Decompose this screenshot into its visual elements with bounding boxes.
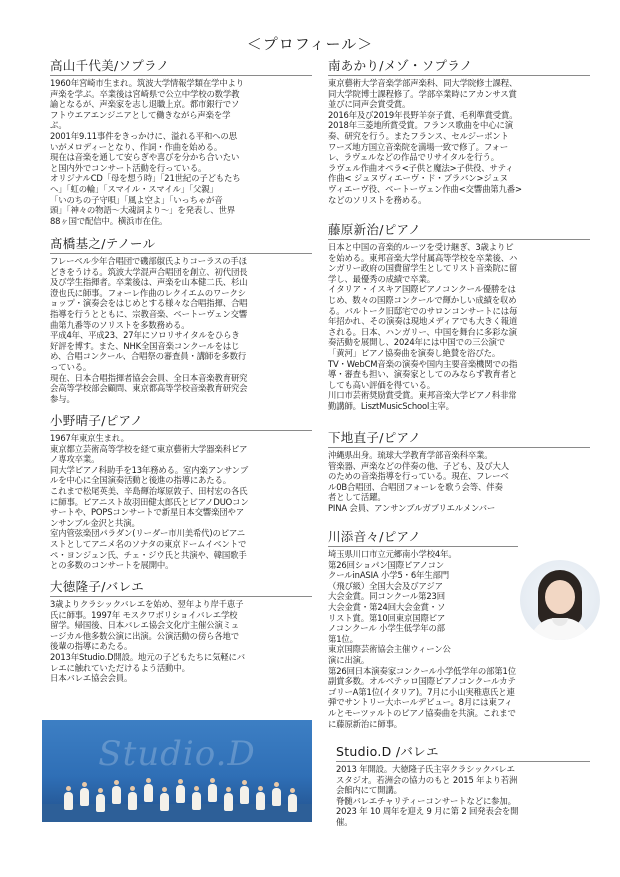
profile-line: ワーズ地方国立音楽院を満場一致で修了。フォー xyxy=(328,141,509,152)
profile-line: 1960年宮崎市生まれ。筑波大学情報学類在学中より xyxy=(50,78,244,88)
profile-line: 「いのちの子守唄」「風よ空よ」「いっちゃが音 xyxy=(50,194,223,205)
profile-line: 2013年Studio.D開設。地元の子どもたちに気軽にバ xyxy=(50,651,245,662)
profile-line: 東京都立芸術高等学校を経て東京藝術大学器楽科ピア xyxy=(50,443,248,454)
profile-line: 者として活躍。 xyxy=(328,492,386,503)
profile-line: 頭」「神々の物語～大魂詞より～」を発表し、世界 xyxy=(50,205,235,216)
dancer-figure xyxy=(208,784,217,802)
profile-line: 同大学ピアノ科助手を13年務める。室内楽アンサンブ xyxy=(50,464,249,475)
profile-line: 演に出演。 xyxy=(328,654,370,665)
dancer-figure xyxy=(160,793,169,811)
profile-fujiwara xyxy=(328,220,590,412)
profile-line: と国内外でコンサート活動を行っている。 xyxy=(50,162,207,173)
profile-line: PINA 会員、アンサンブルガブリエルメンバー xyxy=(328,502,496,513)
profile-line: 大会金賞・第24回大会金賞・ソ xyxy=(328,601,446,612)
profile-line: じめ、数々の国際コンクールで輝かしい成績を収め xyxy=(328,294,517,305)
profile-line: 勤講師。LisztMusicSchool主宰。 xyxy=(328,400,454,411)
profile-name: 下地直子/ピアノ xyxy=(328,428,590,448)
profile-line: オリジナルCD「母を想う時」「21世紀の子どもたち xyxy=(50,173,241,184)
profile-name: 高山千代美/ソプラノ xyxy=(50,56,312,76)
dancer-figure xyxy=(128,792,137,810)
profile-line: 及び学生指揮者。卒業後は、声楽を山本健二氏、杉山 xyxy=(50,277,248,288)
profile-daitoku xyxy=(50,577,312,684)
profile-body xyxy=(50,599,312,684)
profile-line: ンサンブル金沢と共演。 xyxy=(50,517,140,528)
dancer-figure xyxy=(240,786,249,804)
profile-line: 氏に師事。1997年 モスクワボリショイバレエ学校 xyxy=(50,609,238,620)
profile-line: イタリア・イスキア国際ピアノコンクール優勝をは xyxy=(328,284,516,295)
profile-line: 指導を行うとともに、宗教音楽、ベートーヴェン交響 xyxy=(50,308,248,319)
profile-line: ゴリーA第1位(イタリア)。7月に小山実稚恵氏と連 xyxy=(328,686,515,697)
profile-line: 2023 年 10 周年を迎え 9 月に第 2 回発表会を開 xyxy=(336,806,519,817)
profile-line: ラヴェル作曲オペラ<子供と魔法>子供役、サティ xyxy=(328,162,514,173)
profile-line: ルとモーツァルトのピアノ協奏曲を共演。これまで xyxy=(328,707,516,718)
profile-line: TV・WebCM音楽の演奏や国内主要音楽機関での指 xyxy=(328,358,518,369)
profile-line: サートや、POPSコンサートで新星日本交響楽団やア xyxy=(50,507,244,518)
profile-line: いがメロディーとなり、作詞・作曲を始める。 xyxy=(50,141,223,152)
profile-line: 年招かれ、その演奏は現地メディアでも大きく報道 xyxy=(328,316,518,327)
profile-name: 髙橋基之/テノール xyxy=(50,234,312,254)
portrait-face xyxy=(545,580,575,614)
profile-line: を始める。東邦音楽大学付属高等学校を卒業後、ハ xyxy=(328,252,518,263)
profile-line: などのソリストを務める。 xyxy=(328,194,427,205)
profile-takahashi xyxy=(50,234,312,404)
dancer-figure xyxy=(64,792,73,810)
profile-line: のための音楽指導を行っている。現在、フレーベ xyxy=(328,471,509,482)
profile-line: 曲第九番等のソリストを多数務める。 xyxy=(50,319,190,330)
profile-ono xyxy=(50,411,312,571)
profile-line: 導・審査も担い、演奏家としてのみならず教育者と xyxy=(328,369,518,380)
profile-line: ージカル他多数公演に出演。公演活動の傍ら各地で xyxy=(50,630,240,641)
profile-line: ルを中心に全国演奏活動と後進の指導にあたる。 xyxy=(50,475,231,486)
profile-line: 第26回ショパン国際ピアノコン xyxy=(328,559,445,570)
profile-line: 平成4年、平成23、27年にソロリサイタルをひらき xyxy=(50,330,240,341)
profile-line: フトウエアエンジニアとして働きながら声楽を学 xyxy=(50,109,231,120)
profile-line: リスト賞。第10回東京国際ピア xyxy=(328,612,446,623)
dancer-figure xyxy=(112,786,121,804)
profile-name: 藤原新治/ピアノ xyxy=(328,220,590,240)
profile-body xyxy=(328,450,590,514)
profile-line: 2016年及び2019年長野羊奈子賞、毛利準賞受賞。 xyxy=(328,109,518,120)
profile-line: 声楽を学ぶ。卒業後は宮崎県で公立中学校の数学教 xyxy=(50,88,240,99)
profile-name: 南あかり/メゾ・ソプラノ xyxy=(328,56,590,76)
profile-line: レエに触れていただけるよう活動中。 xyxy=(50,662,190,673)
profile-line: 第1位。 xyxy=(328,633,358,644)
photo-watermark: Studio.D xyxy=(98,734,256,774)
profile-line: ストとしてアニメ名のソナタの東京ドームイベントで xyxy=(50,538,247,549)
profile-line: ンガリー政府の国費留学生としてリスト音楽院に留 xyxy=(328,263,518,274)
dancer-figure xyxy=(272,788,281,806)
profile-line: 同大学院博士課程修了。学部卒業時にアカンサス賞 xyxy=(328,88,517,99)
profile-name: 川添音々/ピアノ xyxy=(328,527,518,547)
profile-line: ペ・ヨンジュン氏、チェ・ジウ氏と共演や、韓国歌手 xyxy=(50,549,247,560)
profile-line: これまで松尾英美、辛島輝治塚原敦子、田村宏の各氏 xyxy=(50,485,248,496)
stage-floor xyxy=(42,804,312,822)
profile-line: 室内管弦楽団パラダン(リーダー市川美希代)のピアニ xyxy=(50,528,245,539)
profile-line: フレーベル少年合唱団で磯部俶氏よりコーラスの手ほ xyxy=(50,256,247,266)
dancer-figure xyxy=(288,794,297,812)
page-title: ＜プロフィール＞ xyxy=(246,35,374,53)
profile-line: 奏、研究を行う。またフランス、セルジーポント xyxy=(328,130,509,141)
profile-line: ル0B合唱団、合唱団フォーレを歌う会等、伴奏 xyxy=(328,481,503,492)
profile-line: 日本と中国の音楽的ルーツを受け継ぎ、3歳よりピ xyxy=(328,242,514,252)
profile-line: に藤原新治に師事。 xyxy=(328,718,403,729)
profile-name: Studio.D /バレエ xyxy=(336,742,590,762)
profile-line: 会高等学校部会顧問、東京都高等学校音楽教育研究会 xyxy=(50,383,248,394)
profile-body xyxy=(328,242,590,412)
dancer-figure xyxy=(192,792,201,810)
profile-line: 埼玉県川口市立元郷南小学校4年。 xyxy=(328,549,457,559)
profile-line: っている。 xyxy=(50,361,92,372)
profile-line: 催。 xyxy=(336,816,353,827)
profile-line: クールinASIA 小学5・6年生部門 xyxy=(328,570,449,581)
profile-line: 大会金賞。同コンクール第23回 xyxy=(328,591,445,602)
profile-body xyxy=(336,764,590,828)
ballet-photo xyxy=(42,720,312,822)
dancer-figure xyxy=(96,794,105,812)
profile-line: 弾でサントリー大ホールデビュー。8月には東フィ xyxy=(328,697,513,708)
profile-line: レ、ラヴェルなどの作品でリサイタルを行う。 xyxy=(328,152,499,163)
profile-line: ヴィエーヴ役、ベートーヴェン作曲<交響曲第九番> xyxy=(328,183,522,194)
profile-line: 作曲< ジュヌヴィエーヴ・ド・ブラバン>ジュヌ xyxy=(328,173,508,184)
profile-line: 現在、日本合唱指揮者協会会員、全日本音楽教育研究 xyxy=(50,372,248,383)
profile-line: 川口市芸術奨励賞受賞。東邦音楽大学ピアノ科非常 xyxy=(328,390,517,401)
profile-body xyxy=(50,256,312,404)
profile-line: 2013 年開設。大徳隆子氏主宰クラシックバレエ xyxy=(336,764,515,774)
profile-line: 好評を博す。また、NHK全国音楽コンクールをはじ xyxy=(50,340,240,351)
profile-line: 後輩の指導にあたる。 xyxy=(50,641,133,652)
dancer-figure xyxy=(224,793,233,811)
profile-line: 並びに同声会賞受賞。 xyxy=(328,99,411,110)
profile-line: どきをうける。筑波大学混声合唱団を創立、初代団長 xyxy=(50,266,248,277)
profile-line: 副賞多数。オルベテッロ国際ピアノコンクールカテ xyxy=(328,676,516,687)
profile-line: （飛び級）全国大会及びアジア xyxy=(328,580,443,591)
profile-line: ノコンクール 小学生低学年の部 xyxy=(328,623,445,634)
profile-body xyxy=(50,433,312,571)
profile-line: 諭となるが、声楽家を志し退職上京。都市銀行でソ xyxy=(50,99,240,110)
profile-line: 「黄河」ピアノ協奏曲を演奏し絶賛を浴びた。 xyxy=(328,347,501,358)
profile-line: 日本バレエ協会会員。 xyxy=(50,673,133,684)
profile-line: 東京藝術大学音楽学部声楽科、同大学院修士課程、 xyxy=(328,78,518,88)
profile-line: 澄也氏に師事。フォーレ作曲のレクイエムのワークシ xyxy=(50,287,246,298)
profile-line: る。バルトーク旧邸宅でのサロンコンサートには毎 xyxy=(328,305,518,316)
profile-name: 大徳隆子/バレエ xyxy=(50,577,312,597)
dancer-figure xyxy=(256,792,265,810)
profile-line: 東京国際芸術協会主催ウィーン公 xyxy=(328,644,451,655)
profile-line: め、合唱コンクール、合唱祭の審査員・講師を多数行 xyxy=(50,351,247,362)
profile-name: 小野晴子/ピアノ xyxy=(50,411,312,431)
profile-line: 学し、最優秀の成績で卒業。 xyxy=(328,273,435,284)
profile-line: 管楽器、声楽などの伴奏の他、子ども、及び大人 xyxy=(328,460,509,471)
profile-line: との多数のコンサートを展開中。 xyxy=(50,560,174,571)
profile-line: 1967年東京生まれ。 xyxy=(50,433,129,443)
profile-line: 脊髄バレエチャリティーコンサートなどに参加。 xyxy=(336,795,516,806)
profile-line: 88ヶ国で配信中。横浜市在住。 xyxy=(50,215,168,226)
profile-line: 2018年三菱地所賞受賞。フランス歌曲を中心に演 xyxy=(328,120,513,131)
profile-line: 現在は音楽を通して安らぎや喜びを分かち合いたい xyxy=(50,152,240,163)
profile-line: 会館内にて開講。 xyxy=(336,785,402,796)
profile-shimoji xyxy=(328,428,590,514)
profile-line: スタジオ。若洲会の協力のもと 2015 年より若洲 xyxy=(336,774,518,785)
profile-line: 参与。 xyxy=(50,393,75,404)
profile-line: に師事。ピアニスト故羽田健太郎氏とピアノDUOコン xyxy=(50,496,249,507)
kawazoe-portrait-photo xyxy=(520,560,600,640)
profile-line: しても高い評価を得ている。 xyxy=(328,379,435,390)
profile-line: 2001年9.11事件をきっかけに、溢れる平和への思 xyxy=(50,130,237,141)
profile-line: 留学。帰国後、日本バレエ協会文化庁主催公演ミュ xyxy=(50,620,240,631)
profile-body xyxy=(328,78,590,205)
profile-studio-d xyxy=(336,742,590,828)
profile-line: 第26回日本演奏家コンクール小学低学年の部第1位 xyxy=(328,665,516,676)
profile-line: ぶ。 xyxy=(50,120,67,131)
profile-line: 3歳よりクラシックバレエを始め、翌年より岸千恵子 xyxy=(50,599,244,609)
dancer-figure xyxy=(80,788,89,806)
profile-line: 沖縄県出身。琉球大学教育学部音楽科卒業。 xyxy=(328,450,493,460)
profile-takayama xyxy=(50,56,312,226)
profile-line: される。日本、ハンガリー、中国を舞台に多彩な演 xyxy=(328,326,517,337)
dancer-figure xyxy=(144,784,153,802)
profile-line: ョップ・演奏会をはじめとする様々な合唱指揮、合唱 xyxy=(50,298,248,309)
profile-minami xyxy=(328,56,590,205)
profile-line: へ」「虹の輪」「スマイル・スマイル」「父親」 xyxy=(50,183,218,194)
profile-line: ノ専攻卒業。 xyxy=(50,454,100,465)
profile-body xyxy=(50,78,312,226)
dancer-figure xyxy=(176,785,185,803)
profile-line: 奏活動を展開し、2024年には中国での三公演で xyxy=(328,337,505,348)
